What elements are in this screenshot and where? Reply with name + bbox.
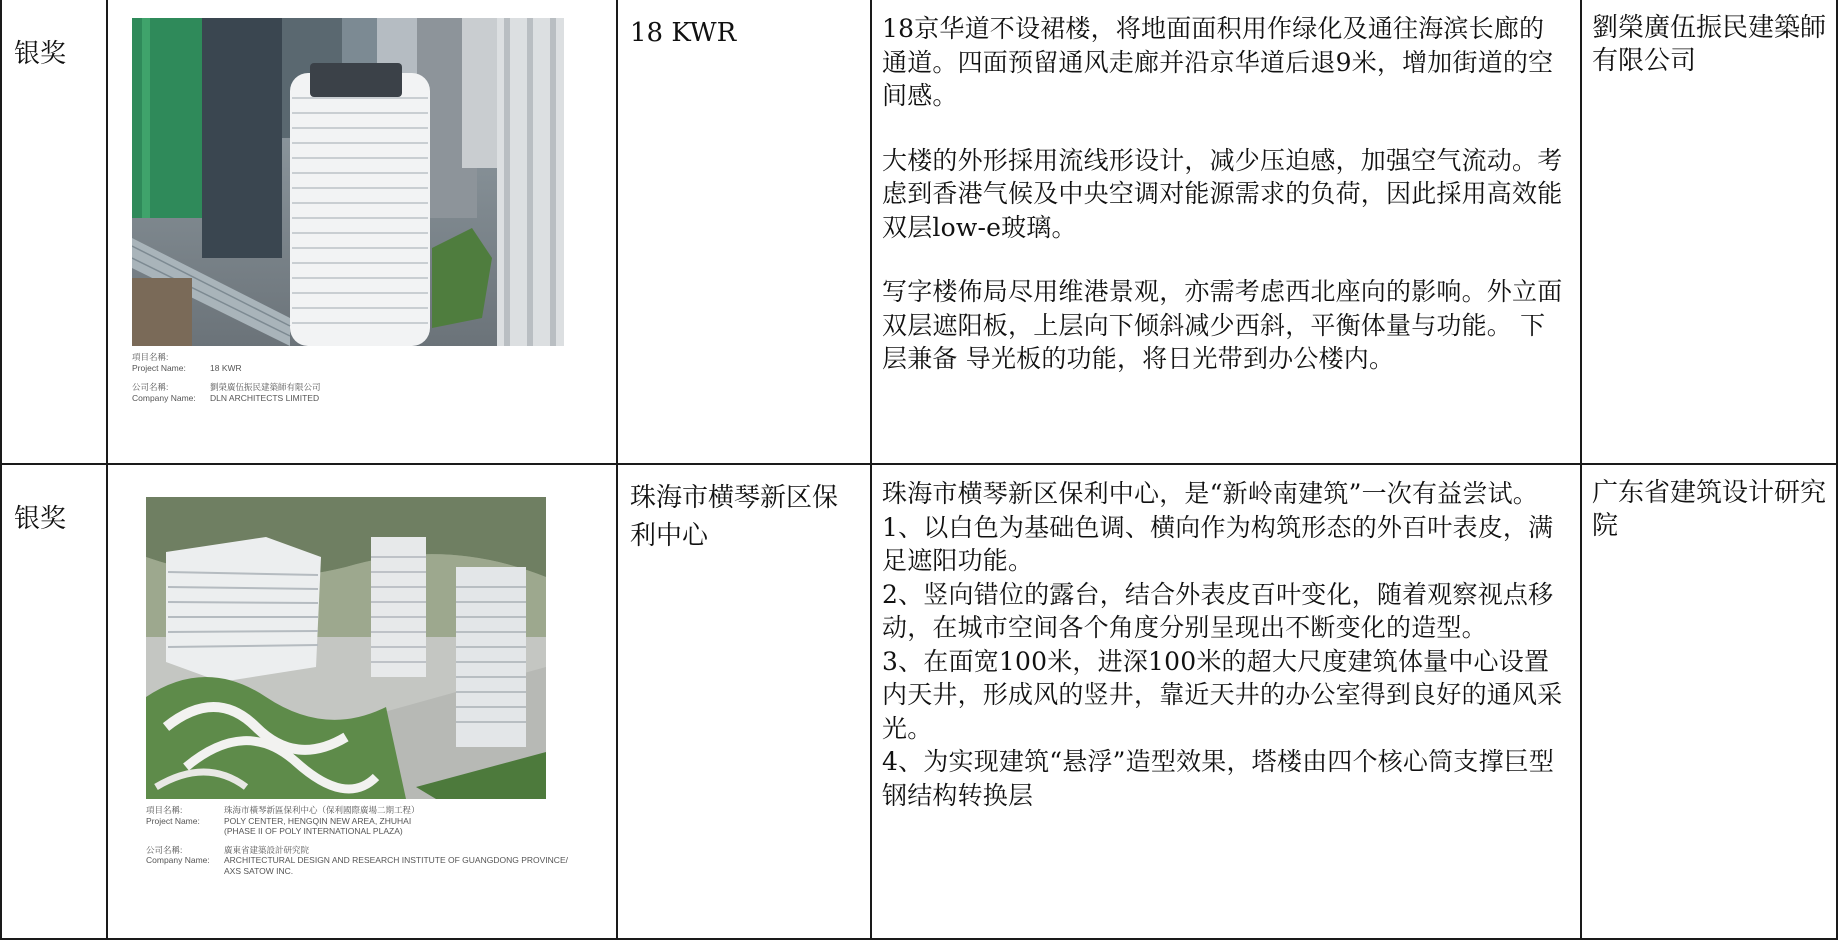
description-paragraph: 大楼的外形採用流线形设计，减少压迫感，加强空气流动。考虑到香港气候及中央空调对能源需求的负荷，因此採用高效能双层low-e玻璃。	[882, 145, 1563, 242]
award-cell	[1, 0, 107, 464]
image-cell	[107, 0, 617, 464]
project-name: 18 KWR	[630, 18, 737, 48]
description-cell	[871, 464, 1581, 939]
award-cell	[1, 464, 107, 939]
description-paragraph: 3、在面宽100米，进深100米的超大尺度建筑体量中心设置内天井，形成风的竖井，靠近天井的办公室得到良好的通风采光。	[882, 646, 1563, 743]
award-label: 银奖	[14, 504, 67, 534]
image-cell	[107, 464, 617, 939]
company-name: 广东省建筑设计研究院	[1592, 478, 1827, 541]
company-name: 劉榮廣伍振民建築師有限公司	[1592, 13, 1827, 76]
table-row	[1, 464, 1837, 939]
description-cell	[871, 0, 1581, 464]
company-cell	[1581, 0, 1837, 464]
project-name: 珠海市横琴新区保利中心	[630, 483, 839, 551]
description-paragraph: 2、竖向错位的露台，结合外表皮百叶变化，随着观察视点移动，在城市空间各个角度分别呈现出不断变化的造型。	[882, 579, 1554, 642]
description-paragraph: 18京华道不设裙楼，将地面面积用作绿化及通往海滨长廊的通道。四面预留通风走廊并沿京华道后退9米，增加街道的空间感。	[882, 14, 1554, 110]
description-paragraph: 1、以白色为基础色调、横向作为构筑形态的外百叶表皮，满足遮阳功能。	[882, 512, 1554, 575]
company-cell	[1581, 464, 1837, 939]
project-name-cell	[617, 464, 871, 939]
description-paragraph: 4、为实现建筑“悬浮”造型效果，塔楼由四个核心筒支撑巨型钢结构转换层	[882, 747, 1555, 810]
award-label: 银奖	[14, 39, 67, 69]
image-caption: 項目名稱: Project Name: 18 KWR 公司名稱: 劉榮廣伍振民建築師有限公司 Company Name: DLN ARCHITECTS LIMITED	[132, 352, 321, 403]
project-name-cell	[617, 0, 871, 464]
description-paragraph: 写字楼佈局尽用维港景观，亦需考虑西北座向的影响。外立面双层遮阳板，上层向下倾斜减少西斜，平衡体量与功能。 下层兼备 导光板的功能，将日光带到办公楼内。	[882, 277, 1563, 373]
table-row	[1, 0, 1837, 464]
image-caption: 項目名稱: 珠海市橫琴新區保利中心（保利國際廣場二期工程） Project Name: POLY CENTER, HENGQIN NEW AREA, ZHUHAI (PHASE II OF POLY INTERNATIONAL PLAZA) 公司名稱: 廣東省建築設計研究院 Company Name: ARCHITECTURAL DESIGN AND RESEARCH INSTITUTE OF GUANGDONG PROVINCE/ AXS SATOW INC.	[146, 805, 568, 876]
aerial-photo-18kwr-icon	[132, 18, 564, 346]
aerial-photo-poly-center-icon	[146, 497, 546, 799]
description-paragraph: 珠海市横琴新区保利中心，是“新岭南建筑”一次有益尝试。	[882, 479, 1538, 508]
